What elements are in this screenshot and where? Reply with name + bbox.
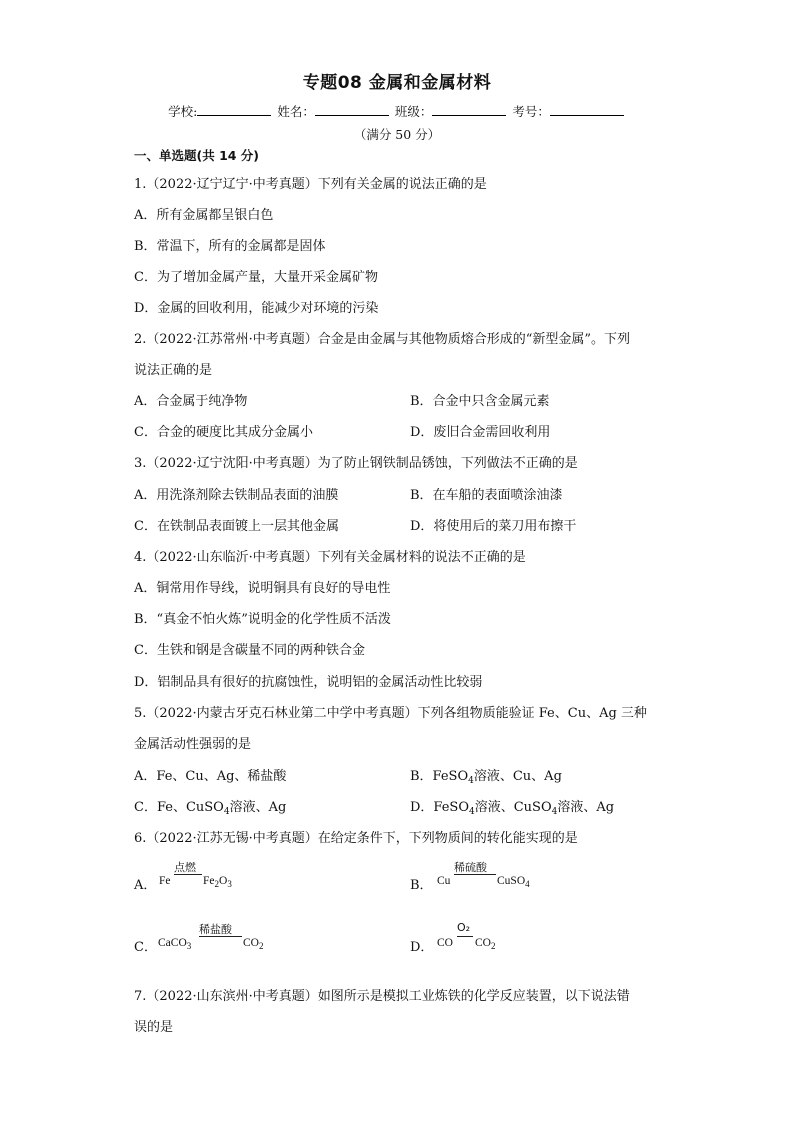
q4-stem: 4.（2022·山东临沂·中考真题）下列有关金属材料的说法不正确的是	[134, 550, 526, 565]
q2-option-c: C．合金的硬度比其成分金属小	[134, 425, 313, 440]
name-field[interactable]	[315, 103, 389, 116]
q1-stem: 1.（2022·辽宁辽宁·中考真题）下列有关金属的说法正确的是	[134, 177, 487, 192]
q6-d-reactant: CO	[437, 937, 453, 949]
q6-b-condition: 稀硫酸	[454, 861, 487, 874]
q6-option-a-label: A．	[134, 878, 157, 893]
q7-stem-line1: 7.（2022·山东滨州·中考真题）如图所示是模拟工业炼铁的化学反应装置，以下说法错	[134, 989, 630, 1004]
q6-stem: 6.（2022·江苏无锡·中考真题）在给定条件下，下列物质间的转化能实现的是	[134, 831, 578, 846]
q6-d-condition: O₂	[457, 921, 471, 934]
q3-option-d: D．将使用后的菜刀用布擦干	[410, 519, 577, 534]
name-label: 姓名：	[277, 104, 315, 119]
full-score: （满分 50 分）	[353, 127, 441, 142]
q6-b-reactant: Cu	[437, 875, 451, 887]
q5-option-d: D．FeSO$_4$溶液、CuSO$_4$溶液、Ag	[410, 800, 615, 817]
q6-option-d-label: D．	[410, 940, 434, 955]
q6-d-arrow	[457, 936, 473, 937]
q6-a-condition: 点燃	[174, 861, 196, 874]
q6-a-reactant: Fe	[159, 875, 171, 887]
q6-c-product: $CO_2$	[243, 937, 264, 951]
class-label: 班级：	[394, 104, 433, 119]
q4-option-b: B．“真金不怕火炼”说明金的化学性质不活泼	[134, 612, 391, 627]
q6-c-arrow	[199, 936, 242, 937]
q5-stem-line2: 金属活动性强弱的是	[134, 737, 252, 752]
student-info-line	[0, 102, 794, 120]
q6-c-reactant: CaCO$_3$	[158, 937, 192, 951]
school-field[interactable]	[197, 103, 271, 116]
q3-option-b: B．在车船的表面喷涂油漆	[410, 488, 563, 503]
exam-number-label: 考号：	[512, 104, 550, 119]
q3-option-c: C．在铁制品表面镀上一层其他金属	[134, 519, 339, 534]
q6-d-product: $CO_2$	[475, 937, 496, 951]
q6-a-product: $Fe_2O_3$	[203, 875, 232, 889]
q7-stem-line2: 误的是	[134, 1020, 174, 1035]
q3-stem: 3.（2022·辽宁沈阳·中考真题）为了防止钢铁制品锈蚀，下列做法不正确的是	[134, 456, 578, 471]
q1-option-d: D．金属的回收利用，能减少对环境的污染	[134, 301, 379, 316]
q3-option-a: A．用洗涤剂除去铁制品表面的油膜	[134, 488, 339, 503]
q6-a-arrow	[174, 874, 202, 875]
school-label: 学校:	[168, 104, 198, 119]
page-title: 专题08 金属和金属材料	[302, 73, 492, 93]
section-heading: 一、单选题(共 14 分)	[134, 148, 260, 163]
q1-option-b: B．常温下，所有的金属都是固体	[134, 239, 326, 254]
q6-b-product: CuSO$_4$	[497, 875, 530, 889]
exam-number-field[interactable]	[550, 103, 624, 116]
q2-option-b: B．合金中只含金属元素	[410, 394, 550, 409]
q4-option-d: D．铝制品具有很好的抗腐蚀性，说明铝的金属活动性比较弱	[134, 675, 483, 690]
q4-option-c: C．生铁和钢是含碳量不同的两种铁合金	[134, 643, 365, 658]
q5-option-c: C．Fe、CuSO$_4$溶液、Ag	[134, 800, 287, 817]
q5-stem-line1: 5.（2022·内蒙古牙克石林业第二中学中考真题）下列各组物质能验证 Fe、Cu、Ag 三种	[134, 706, 647, 721]
q6-b-arrow	[454, 874, 496, 875]
q2-stem-line1: 2.（2022·江苏常州·中考真题）合金是由金属与其他物质熔合形成的“新型金属”。下列	[134, 332, 631, 347]
q2-option-d: D．废旧合金需回收利用	[410, 425, 551, 440]
q6-option-c-label: C．	[134, 940, 157, 955]
q2-stem-line2: 说法正确的是	[134, 363, 213, 378]
q2-option-a: A．合金属于纯净物	[134, 394, 248, 409]
q4-option-a: A．铜常用作导线，说明铜具有良好的导电性	[134, 581, 391, 596]
q5-option-a: A．Fe、Cu、Ag、稀盐酸	[134, 769, 287, 784]
q1-option-a: A．所有金属都呈银白色	[134, 208, 274, 223]
class-field[interactable]	[432, 103, 506, 116]
q6-option-b-label: B．	[410, 878, 433, 893]
q6-c-condition: 稀盐酸	[199, 923, 232, 936]
q1-option-c: C．为了增加金属产量，大量开采金属矿物	[134, 270, 378, 285]
q5-option-b: B．FeSO$_4$溶液、Cu、Ag	[410, 769, 562, 786]
